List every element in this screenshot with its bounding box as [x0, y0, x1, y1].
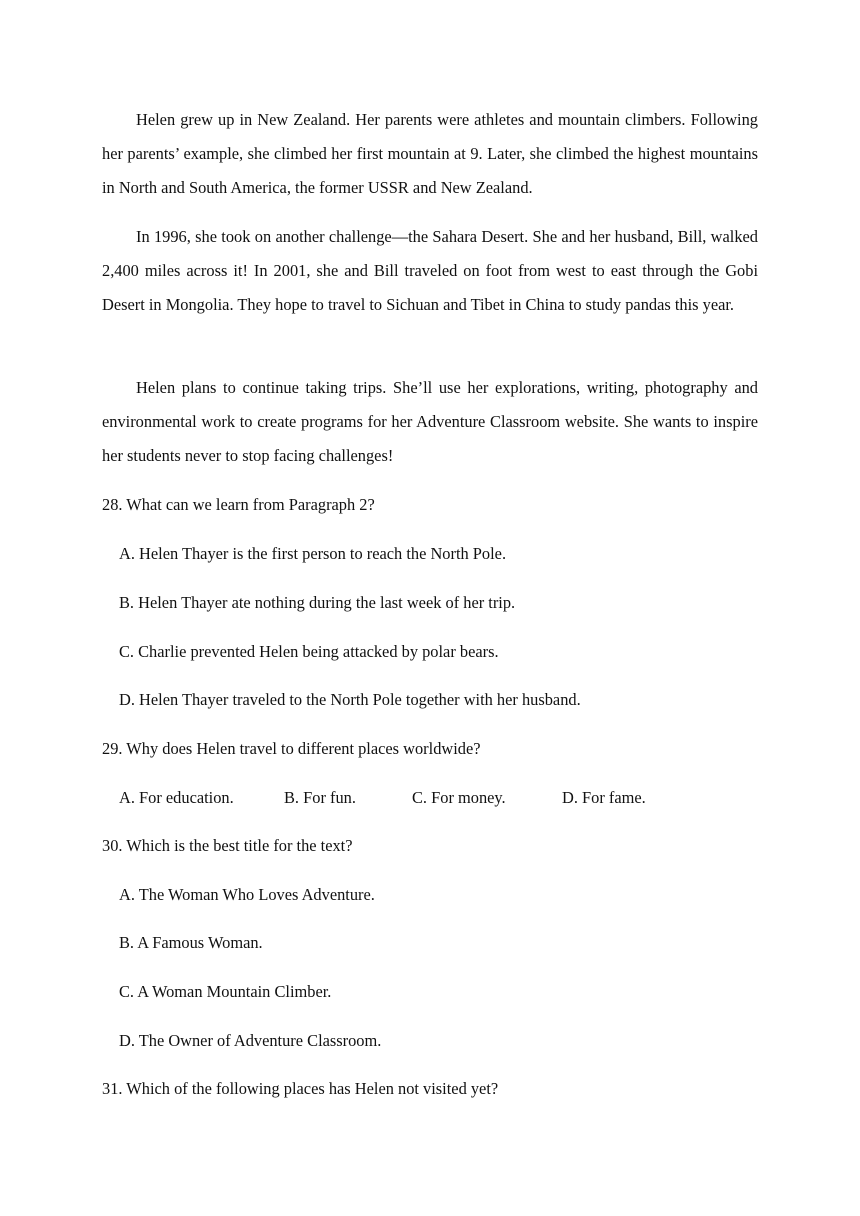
question-30-option-b: B. A Famous Woman.: [119, 933, 263, 952]
question-28-option-c: C. Charlie prevented Helen being attacked by polar bears.: [119, 642, 499, 661]
question-29-option-c: C. For money.: [412, 788, 506, 807]
question-31-stem: 31. Which of the following places has Helen not visited yet?: [102, 1079, 499, 1098]
passage-paragraph-3: Helen plans to continue taking trips. She’ll use her explorations, writing, photography and environmental work to create programs for her Adventure Classroom website. She wants to inspire her students never to stop facing challenges!: [102, 378, 758, 465]
question-30-option-a: A. The Woman Who Loves Adventure.: [119, 885, 375, 904]
passage-paragraph-1: Helen grew up in New Zealand. Her parents were athletes and mountain climbers. Following her parents’ example, she climbed her first mountain at 9. Later, she climbed the highest mountains in North and South America, the former USSR and New Zealand.: [102, 110, 758, 197]
question-28-stem: 28. What can we learn from Paragraph 2?: [102, 495, 375, 514]
question-28-option-d: D. Helen Thayer traveled to the North Pole together with her husband.: [119, 690, 581, 709]
question-29-option-b: B. For fun.: [284, 788, 356, 807]
question-29-stem: 29. Why does Helen travel to different places worldwide?: [102, 739, 481, 758]
question-28-option-a: A. Helen Thayer is the first person to reach the North Pole.: [119, 544, 507, 563]
question-29-option-a: A. For education.: [119, 788, 234, 807]
question-30-stem: 30. Which is the best title for the text?: [102, 836, 353, 855]
question-28-option-b: B. Helen Thayer ate nothing during the last week of her trip.: [119, 593, 516, 612]
question-30-option-d: D. The Owner of Adventure Classroom.: [119, 1031, 382, 1050]
question-29-options: [119, 788, 719, 808]
question-30-option-c: C. A Woman Mountain Climber.: [119, 982, 332, 1001]
passage-paragraph-2: In 1996, she took on another challenge—the Sahara Desert. She and her husband, Bill, walked 2,400 miles across it! In 2001, she and Bill traveled on foot from west to east through the Gobi Desert in Mongolia. They hope to travel to Sichuan and Tibet in China to study pandas this year.: [102, 227, 758, 314]
question-29-option-d: D. For fame.: [562, 788, 646, 807]
